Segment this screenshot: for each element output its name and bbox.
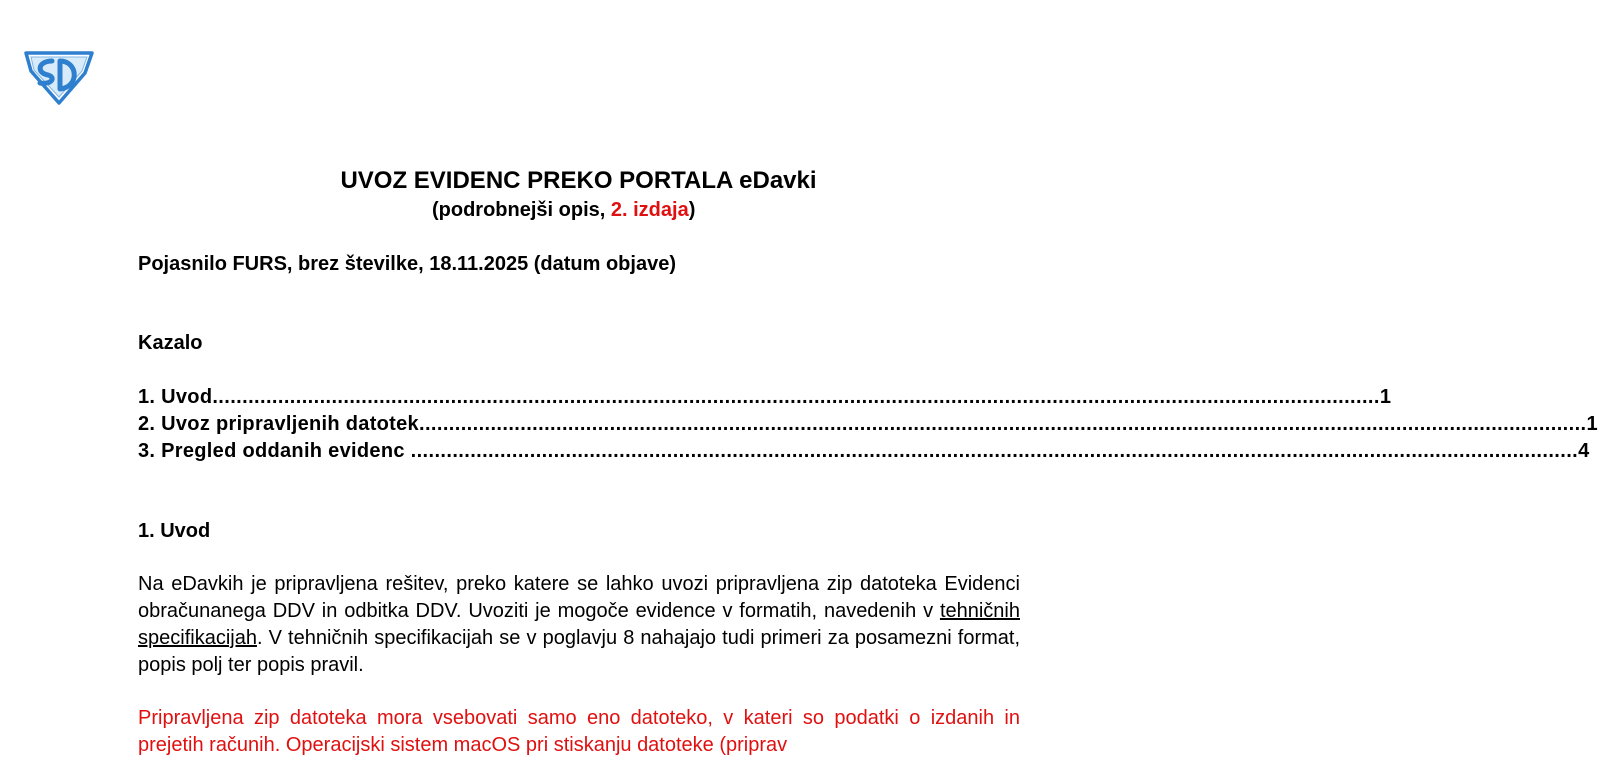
- intro-text-after-link: . V tehničnih specifikacijah se v poglavju 8 nahajajo tudi primeri za posamezni format, popis polj ter popis pravil.: [138, 627, 1020, 676]
- intro-text-before-link: Na eDavkih je pripravljena rešitev, preko katere se lahko uvozi pripravljena zip datoteka Evidenci obračunanega DDV in odbitka DDV. Uvoziti je mogoče evidence v formatih, navedenih v: [138, 573, 1020, 622]
- publication-meta: Pojasnilo FURS, brez številke, 18.11.2025 (datum objave): [138, 253, 676, 275]
- toc-item-label: 2. Uvoz pripravljenih datotek: [138, 413, 419, 435]
- toc-item[interactable]: [138, 384, 1391, 411]
- document-subtitle: [432, 198, 695, 222]
- section-heading: 1. Uvod: [138, 520, 211, 542]
- toc-item-page: 4: [1578, 440, 1590, 462]
- toc-item[interactable]: [138, 438, 1590, 465]
- table-of-contents: [138, 384, 1598, 465]
- fd-emblem-icon: [22, 49, 96, 104]
- toc-item-page: 1: [1379, 386, 1391, 408]
- subtitle-open: (podrobnejši opis,: [432, 199, 611, 221]
- toc-item-label: 3. Pregled oddanih evidenc: [138, 440, 411, 462]
- toc-leader-dots: ....................................................................................................................................................................................................: [410, 440, 1579, 462]
- toc-item-label: 1. Uvod: [138, 386, 213, 408]
- toc-leader-dots: ....................................................................................................................................................................................................: [419, 413, 1587, 435]
- tech-spec-link[interactable]: tehničnih specifikacijah: [138, 600, 1020, 649]
- edition-label: 2. izdaja: [610, 199, 689, 221]
- toc-heading: Kazalo: [138, 332, 203, 354]
- subtitle-close: ): [688, 199, 696, 221]
- intro-paragraph: [138, 571, 1020, 679]
- toc-item[interactable]: [138, 411, 1598, 438]
- toc-item-page: 1: [1586, 413, 1598, 435]
- toc-leader-dots: ....................................................................................................................................................................................................: [212, 386, 1380, 408]
- zip-requirement-paragraph: Pripravljena zip datoteka mora vsebovati samo eno datoteko, v kateri so podatki o izdanih in prejetih računih. Operacijski sistem macOS pri stiskanju datoteke (priprav: [138, 707, 1020, 756]
- document-title: UVOZ EVIDENC PREKO PORTALA eDavki: [340, 167, 817, 194]
